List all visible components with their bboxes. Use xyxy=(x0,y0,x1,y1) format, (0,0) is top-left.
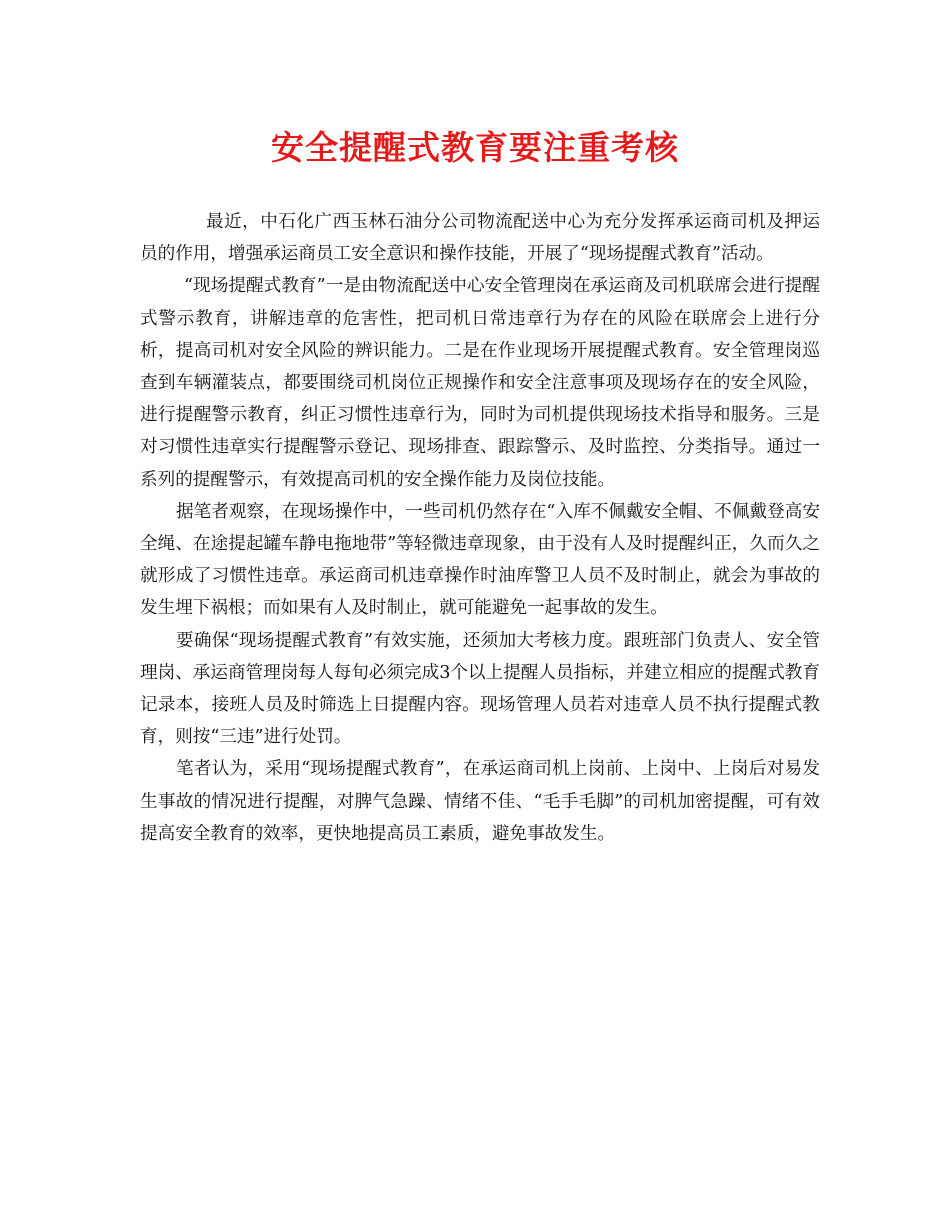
document-title: 安全提醒式教育要注重考核 xyxy=(271,128,679,167)
paragraph-observation: 据笔者观察，在现场操作中，一些司机仍然存在“入库不佩戴安全帽、不佩戴登高安全绳、在途提起罐车静电拖地带”等轻微违章现象，由于没有人及时提醒纠正，久而久之就形成了习惯性违章。承运商司机违章操作时油库警卫人员不及时制止，就会为事故的发生埋下祸根；而如果有人及时制止，就可能避免一起事故的发生。 xyxy=(140,501,820,619)
paragraph-conclusion: 笔者认为，采用“现场提醒式教育”，在承运商司机上岗前、上岗中、上岗后对易发生事故的情况进行提醒，对脾气急躁、情绪不佳、“毛手毛脚”的司机加密提醒，可有效提高安全教育的效率，更快地提高员工素质，避免事故发生。 xyxy=(140,759,820,844)
paragraph-measures: “现场提醒式教育”一是由物流配送中心安全管理岗在承运商及司机联席会进行提醒式警示教育，讲解违章的危害性，把司机日常违章行为存在的风险在联席会上进行分析，提高司机对安全风险的辨识能力。二是在作业现场开展提醒式教育。安全管理岗巡查到车辆灌装点，都要围绕司机岗位正规操作和安全注意事项及现场存在的安全风险，进行提醒警示教育，纠正习惯性违章行为，同时为司机提供现场技术指导和服务。三是对习惯性违章实行提醒警示登记、现场排查、跟踪警示、及时监控、分类指导。通过一系列的提醒警示，有效提高司机的安全操作能力及岗位技能。 xyxy=(140,276,820,490)
paragraph-assessment: 要确保“现场提醒式教育”有效实施，还须加大考核力度。跟班部门负责人、安全管理岗、承运商管理岗每人每旬必须完成3个以上提醒人员指标，并建立相应的提醒式教育记录本，接班人员及时筛选上日提醒内容。现场管理人员若对违章人员不执行提醒式教育，则按“三违”进行处罚。 xyxy=(140,630,820,748)
paragraph-intro: 最近，中石化广西玉林石油分公司物流配送中心为充分发挥承运商司机及押运员的作用，增强承运商员工安全意识和操作技能，开展了“现场提醒式教育”活动。 xyxy=(140,212,820,265)
document-body xyxy=(140,206,820,850)
